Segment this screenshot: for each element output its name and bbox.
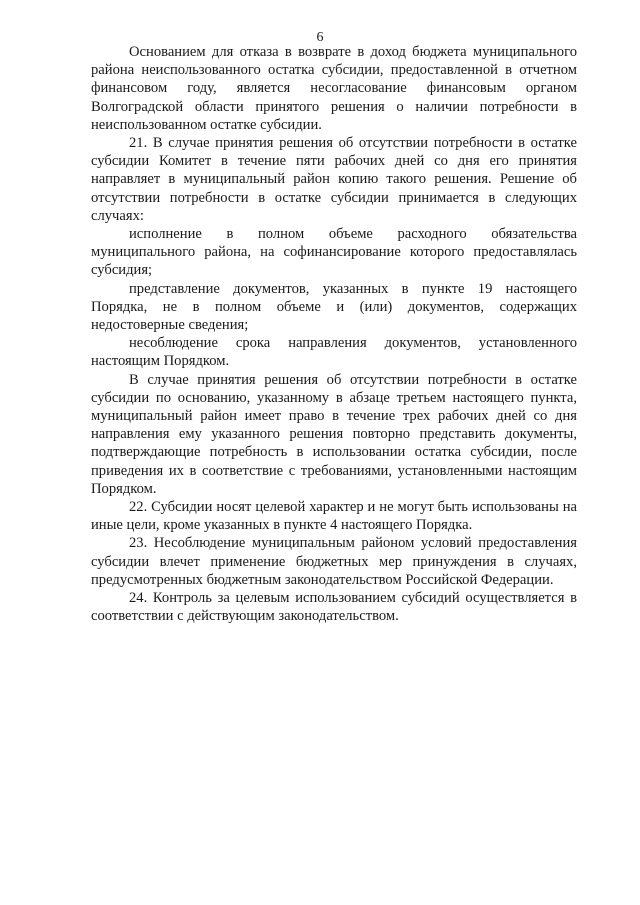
paragraph-21-case-obligation: исполнение в полном объеме расходного обязательства муниципального района, на софинансирование которого предоставлялась субсидия; (91, 226, 577, 279)
paragraph-21-case-documents: представление документов, указанных в пункте 19 настоящего Порядка, не в полном объеме и (или) документов, содержащих недостоверные сведения; (91, 280, 577, 334)
paragraph-21: 21. В случае принятия решения об отсутствии потребности в остатке субсидии Комитет в течение пяти рабочих дней со дня его принятия направляет в муниципальный район копию такого решения. Решение об отсутствии потребности в остатке субсидии принимается в следующих случаях: (91, 135, 577, 224)
paragraph-21-resubmission: В случае принятия решения об отсутствии потребности в остатке субсидии по основанию, указанному в абзаце третьем настоящего пункта, муниципальный район имеет право в течение трех рабочих дней со дня направления ему указанного решения повторно представить документы, подтверждающие потребность в использовании остатка субсидии, после приведения их в соответствие с требованиями, установленными настоящим Порядком. (91, 371, 577, 497)
page-number: 6 (316, 30, 324, 45)
document-body (91, 43, 577, 626)
paragraph-23: 23. Несоблюдение муниципальным районом условий предоставления субсидии влечет применение бюджетных мер принуждения в случаях, предусмотренных бюджетным законодательством Российской Федерации. (91, 535, 577, 588)
paragraph-21-case-deadline: несоблюдение срока направления документов, установленного настоящим Порядком. (91, 335, 577, 370)
paragraph-24: 24. Контроль за целевым использованием субсидий осуществляется в соответствии с действующим законодательством. (91, 590, 577, 625)
paragraph-22: 22. Субсидии носят целевой характер и не могут быть использованы на иные цели, кроме указанных в пункте 4 настоящего Порядка. (91, 499, 577, 534)
paragraph-refusal-basis: Основанием для отказа в возврате в доход бюджета муниципального района неиспользованного остатка субсидии, предоставленной в отчетном финансовом году, является несогласование финансовым органом Волгоградской области принятого решения о наличии потребности в неиспользованном остатке субсидии. (91, 44, 577, 133)
